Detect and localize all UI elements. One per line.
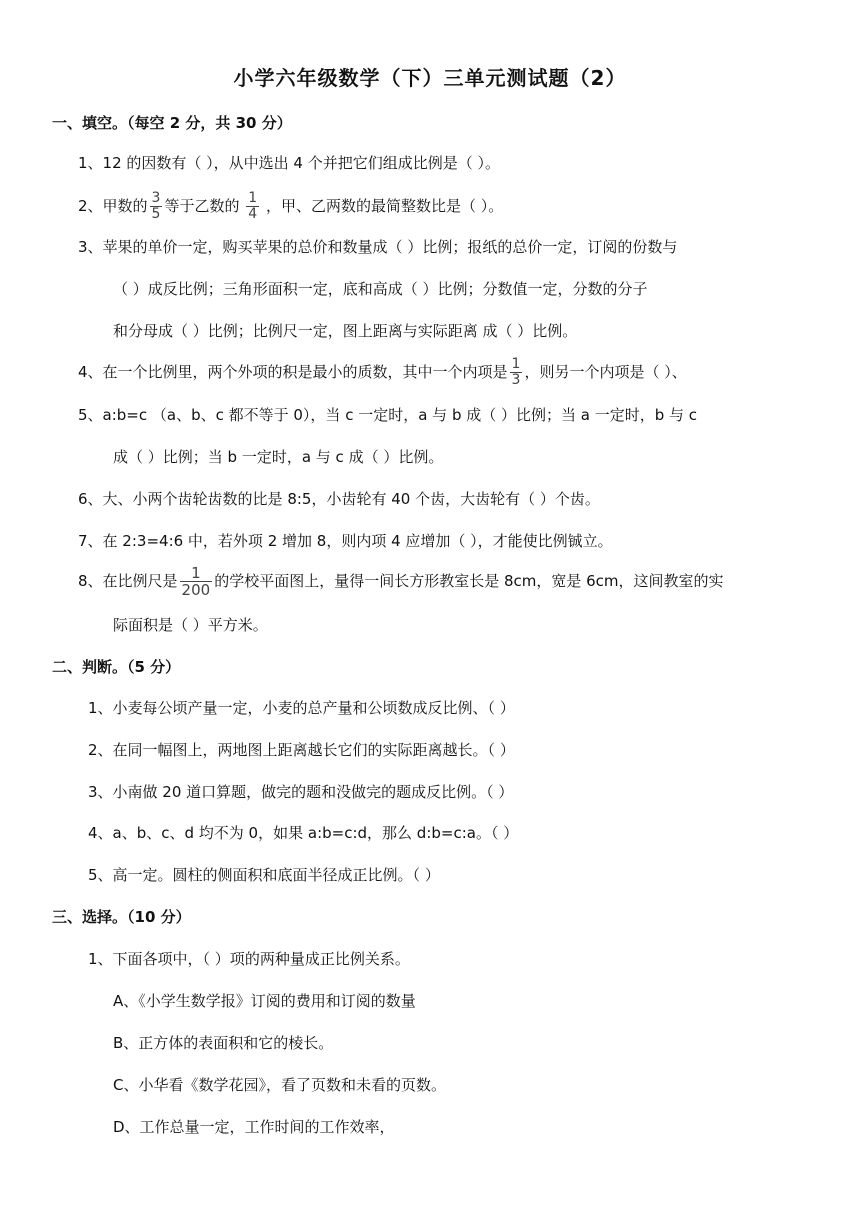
- fill-question-2-text-a: 2、甲数的: [78, 197, 148, 215]
- fraction-denominator: 5: [151, 206, 161, 222]
- fill-question-4: [78, 354, 687, 390]
- fraction-numerator: 3: [151, 190, 161, 206]
- judge-item-1: 1、小麦每公顷产量一定，小麦的总产量和公顷数成反比例、（ ）: [88, 699, 515, 717]
- fraction-denominator: 3: [511, 372, 521, 388]
- fill-question-8-text-a: 8、在比例尺是: [78, 572, 178, 590]
- fill-question-3-line-2: （ ）成反比例；三角形面积一定，底和高成（ ）比例；分数值一定，分数的分子: [113, 280, 648, 298]
- page-title: 小学六年级数学（下）三单元测试题（2）: [233, 66, 627, 90]
- fill-question-4-text-a: 4、在一个比例里，两个外项的积是最小的质数，其中一个内项是: [78, 363, 508, 381]
- fraction-numerator: 1: [248, 190, 258, 206]
- fill-question-7: 7、在 2:3=4:6 中，若外项 2 增加 8，则内项 4 应增加（ ），才能使比例铖立。: [78, 532, 613, 550]
- fraction-scale: [180, 565, 213, 598]
- section-heading-judge: 二、判断。（5 分）: [52, 658, 181, 676]
- fill-question-2: [78, 188, 503, 224]
- fraction-denominator: 200: [181, 581, 211, 599]
- fill-question-8-line-2: 际面积是（ ）平方米。: [113, 616, 268, 634]
- fraction-three-fifths: [150, 191, 163, 222]
- fill-question-6: 6、大、小两个齿轮齿数的比是 8:5，小齿轮有 40 个齿，大齿轮有（ ）个齿。: [78, 490, 600, 508]
- judge-item-5: 5、高一定。圆柱的侧面积和底面半径成正比例。（ ）: [88, 866, 440, 884]
- choice-option-b: B、正方体的表面积和它的棱长。: [113, 1034, 334, 1052]
- fill-question-5-line-1: 5、a:b=c （a、b、c 都不等于 0），当 c 一定时，a 与 b 成（ ）比例；当 a 一定时，b 与 c: [78, 406, 698, 424]
- choice-option-c: C、小华看《数学花园》，看了页数和未看的页数。: [113, 1076, 446, 1094]
- section-heading-choice: 三、选择。（10 分）: [52, 908, 191, 926]
- fill-question-8-text-b: 的学校平面图上，量得一间长方形教室长是 8cm，宽是 6cm，这间教室的实: [214, 572, 724, 590]
- fraction-denominator: 4: [248, 206, 258, 222]
- fill-question-1: 1、12 的因数有（ ），从中选出 4 个并把它们组成比例是（ ）。: [78, 154, 501, 172]
- choice-question-1: 1、下面各项中，（ ）项的两种量成正比例关系。: [88, 950, 410, 968]
- fraction-numerator: 1: [511, 356, 521, 372]
- judge-item-2: 2、在同一幅图上，两地图上距离越长它们的实际距离越长。（ ）: [88, 741, 515, 759]
- fill-question-8-line-1: [78, 562, 724, 600]
- fill-question-5-line-2: 成（ ）比例；当 b 一定时，a 与 c 成（ ）比例。: [113, 448, 444, 466]
- section-heading-fill: 一、填空。（每空 2 分，共 30 分）: [52, 114, 292, 132]
- choice-option-a: A、《小学生数学报》订阅的费用和订阅的数量: [113, 992, 416, 1010]
- fill-question-2-text-c: ，甲、乙两数的最简整数比是（ ）。: [261, 197, 504, 215]
- choice-option-d: D、工作总量一定，工作时间的工作效率，: [113, 1118, 395, 1136]
- fraction-numerator: 1: [191, 564, 201, 582]
- fraction-one-third: [510, 357, 523, 388]
- judge-item-3: 3、小南做 20 道口算题，做完的题和没做完的题成反比例。（ ）: [88, 783, 514, 801]
- fraction-one-fourth: [246, 191, 259, 222]
- judge-item-4: 4、a、b、c、d 均不为 0，如果 a:b=c:d，那么 d:b=c:a。（ ）: [88, 824, 519, 842]
- fill-question-2-text-b: 等于乙数的: [164, 197, 245, 215]
- fill-question-3-line-1: 3、苹果的单价一定，购买苹果的总价和数量成（ ）比例；报纸的总价一定，订阅的份数与: [78, 238, 678, 256]
- fill-question-4-text-b: ，则另一个内项是（ ）、: [524, 363, 687, 381]
- fill-question-3-line-3: 和分母成（ ）比例；比例尺一定，图上距离与实际距离 成（ ）比例。: [113, 322, 578, 340]
